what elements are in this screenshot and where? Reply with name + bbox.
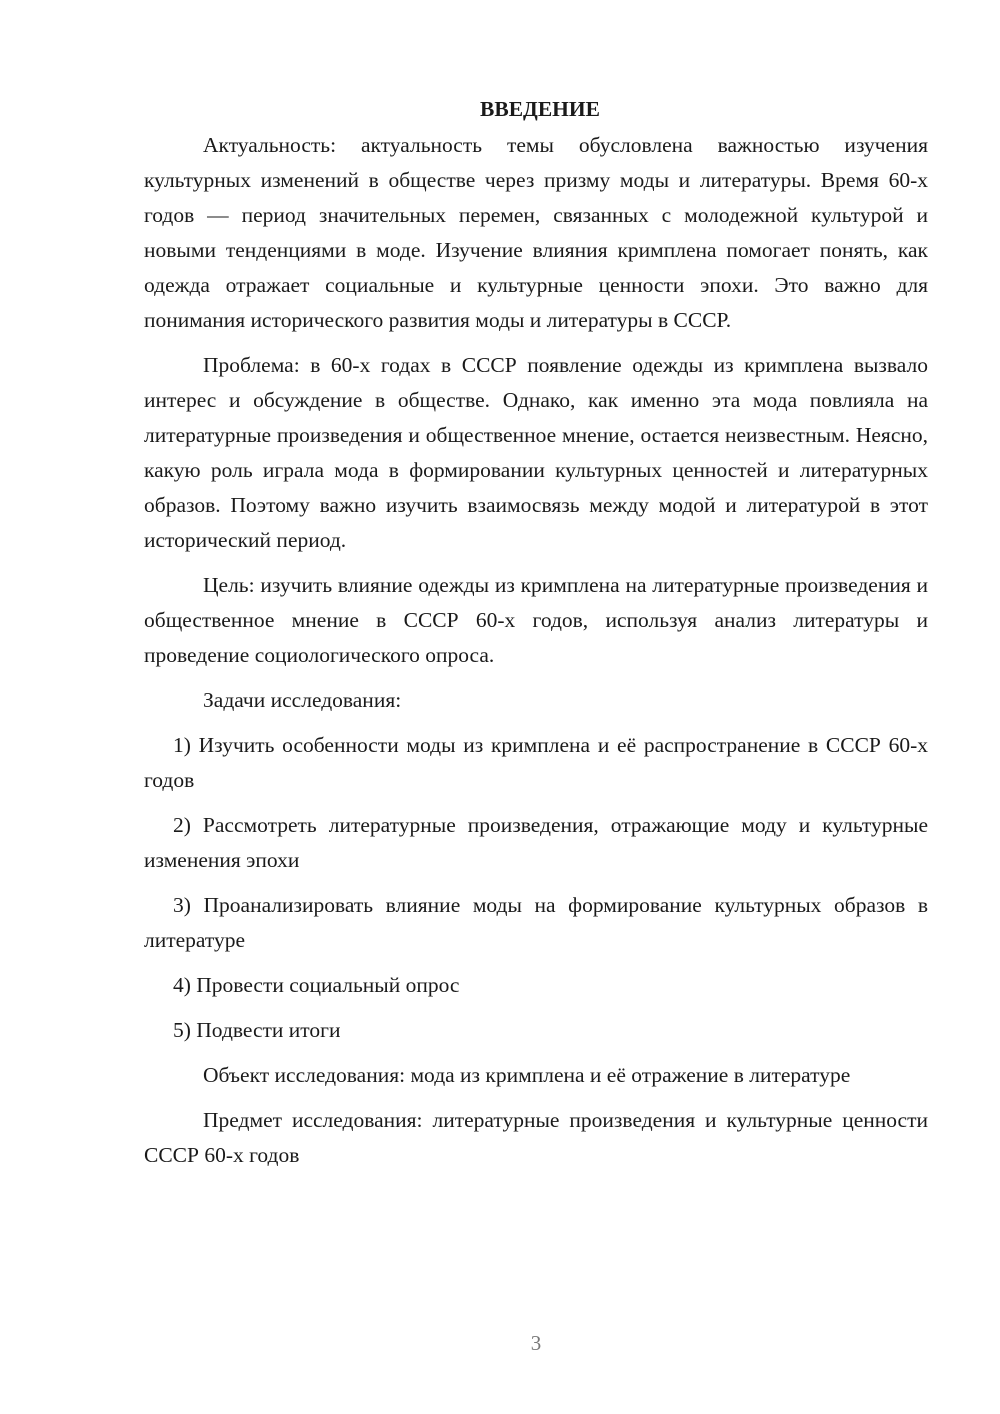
section-heading: ВВЕДЕНИЕ — [480, 97, 600, 121]
task-item-4: 4) Провести социальный опрос — [173, 973, 460, 997]
subject-paragraph: Предмет исследования: литературные произведения и культурные ценности СССР 60-х годов — [144, 1108, 928, 1167]
tasks-heading: Задачи исследования: — [203, 688, 402, 712]
task-item-5: 5) Подвести итоги — [173, 1018, 341, 1042]
problem-paragraph: Проблема: в 60-х годах в СССР появление одежды из кримплена вызвало интерес и обсуждение в обществе. Однако, как именно эта мода повлияла на литературные произведения и общественное мнение, остается неизвестным. Неясно, какую роль играла мода в формировании культурных ценностей и литературных образов. Поэтому важно изучить взаимосвязь между модой и литературой в этот исторический период. — [144, 353, 928, 552]
goal-paragraph: Цель: изучить влияние одежды из кримплена на литературные произведения и общественное мнение в СССР 60-х годов, используя анализ литературы и проведение социологического опроса. — [144, 573, 928, 667]
relevance-paragraph: Актуальность: актуальность темы обусловлена важностью изучения культурных изменений в обществе через призму моды и литературы. Время 60-х годов — период значительных перемен, связанных с молодежной культурой и новыми тенденциями в моде. Изучение влияния кримплена помогает понять, как одежда отражает социальные и культурные ценности эпохи. Это важно для понимания исторического развития моды и литературы в СССР. — [144, 133, 928, 332]
task-item-3: 3) Проанализировать влияние моды на формирование культурных образов в литературе — [144, 893, 928, 952]
object-paragraph: Объект исследования: мода из кримплена и её отражение в литературе — [203, 1063, 851, 1087]
task-item-1: 1) Изучить особенности моды из кримплена и её распространение в СССР 60-х годов — [144, 733, 928, 792]
page-number: 3 — [530, 1331, 542, 1355]
document-body — [144, 92, 928, 1183]
task-item-2: 2) Рассмотреть литературные произведения, отражающие моду и культурные изменения эпохи — [144, 813, 928, 872]
